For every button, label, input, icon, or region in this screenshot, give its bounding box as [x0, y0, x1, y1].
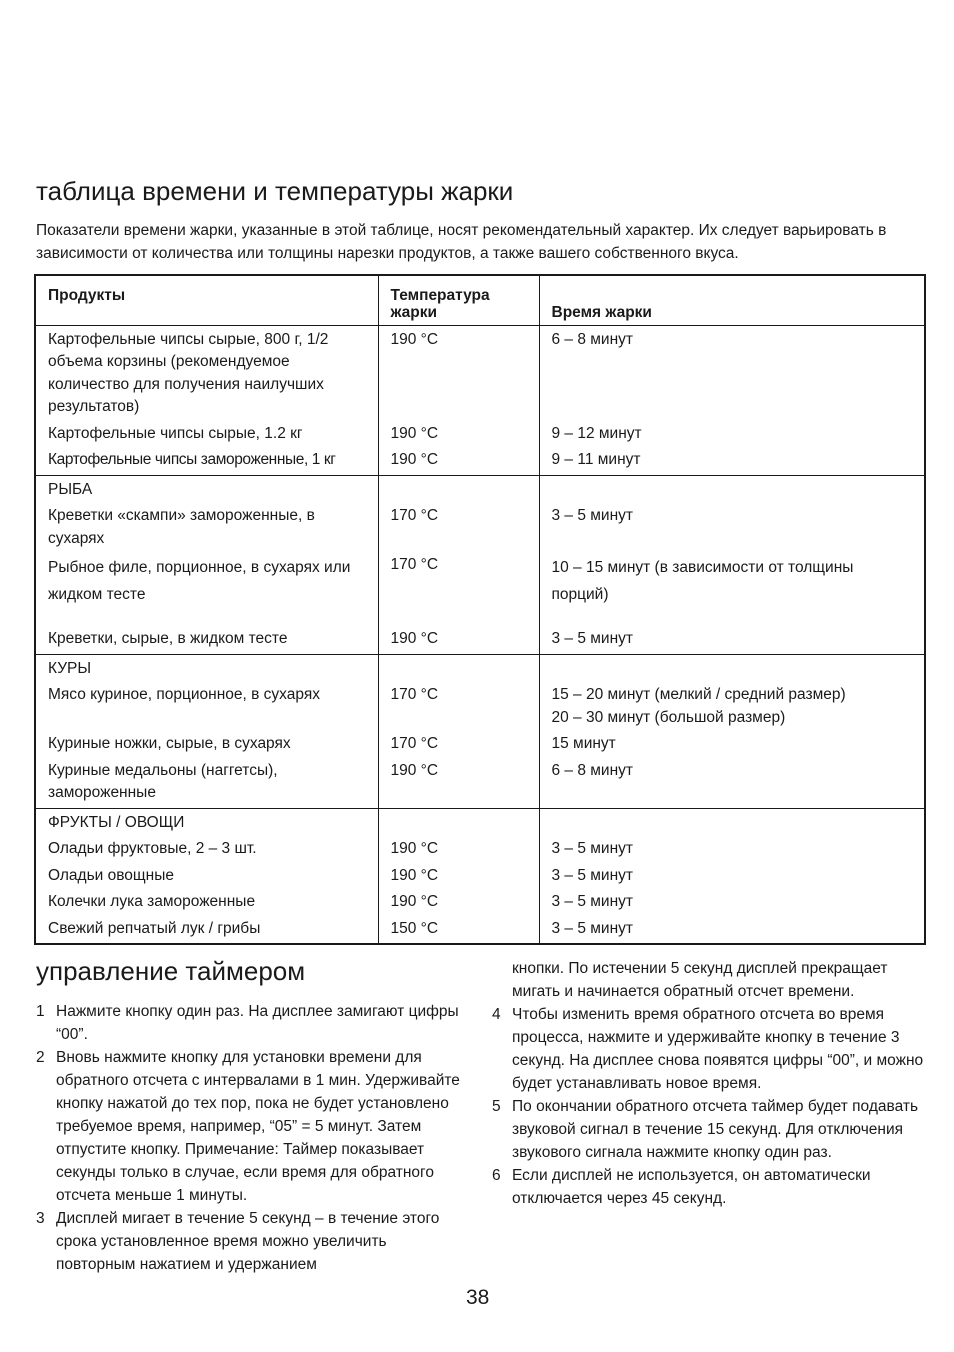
cell-temp: 190 °C: [378, 887, 539, 914]
cell-time-line: 20 – 30 минут (большой размер): [551, 708, 786, 726]
cell-temp: 190 °C: [378, 624, 539, 654]
table-group-fruits-vegetables: [35, 808, 925, 944]
cell-product: Мясо куриное, порционное, в сухарях: [48, 686, 320, 703]
header-product: Продукты: [48, 287, 126, 304]
cell-product: Куриные медальоны (наггетсы), замороженные: [48, 761, 278, 801]
group-label-row: [35, 475, 925, 501]
cell-product: Оладьи овощные: [48, 866, 175, 884]
cell-product: Креветки «скампи» замороженные, в сухарях: [48, 507, 315, 547]
intro-paragraph: Показатели времени жарки, указанные в этой таблице, носят рекомендательный характер. Их следует варьировать в зависимости от количества или толщины нарезки продуктов, а также вашего собственного вкуса.: [36, 222, 887, 262]
table-row: [35, 680, 925, 729]
step-text: Нажмите кнопку один раз. На дисплее замигают цифры “00”.: [56, 1003, 459, 1043]
cell-time: 3 – 5 минут: [539, 861, 925, 888]
cell-temp: 190 °C: [378, 756, 539, 809]
cell-time: 3 – 5 минут: [539, 501, 925, 550]
cell-product: Оладьи фруктовые, 2 – 3 шт.: [48, 840, 257, 857]
cell-time: 3 – 5 минут: [539, 624, 925, 654]
group-label-fruits-vegetables: ФРУКТЫ / ОВОЩИ: [48, 813, 185, 831]
table-row: [35, 624, 925, 654]
cell-temp: 190 °C: [378, 325, 539, 419]
table-row: [35, 550, 925, 624]
cell-time: 3 – 5 минут: [539, 887, 925, 914]
page-title: таблица времени и температуры жарки: [36, 176, 514, 206]
table-row: [35, 325, 925, 419]
timer-step: [36, 1207, 466, 1276]
cell-temp: 190 °C: [378, 834, 539, 861]
cell-product: Рыбное филе, порционное, в сухарях или жидком тесте: [48, 559, 351, 603]
timer-step: [36, 1000, 466, 1046]
cell-temp: 190 °C: [378, 419, 539, 446]
step-text: Если дисплей не используется, он автоматически отключается через 45 секунд.: [512, 1167, 871, 1207]
cell-temp: 150 °C: [378, 914, 539, 945]
step-text: Дисплей мигает в течение 5 секунд – в течение этого срока установленное время можно увеличить повторным нажатием и удержанием: [56, 1210, 440, 1273]
cell-temp: 190 °C: [378, 445, 539, 475]
group-label-row: [35, 654, 925, 680]
table-row: [35, 419, 925, 446]
cell-time: 3 – 5 минут: [539, 914, 925, 945]
cell-product: Свежий репчатый лук / грибы: [48, 919, 261, 937]
cell-time-line: 15 – 20 минут (мелкий / средний размер): [551, 686, 846, 703]
cell-temp: 170 °C: [378, 680, 539, 729]
cell-time: 10 – 15 минут (в зависимости от толщины порций): [539, 550, 925, 624]
step-number: 1: [36, 1003, 45, 1020]
group-label-poultry: КУРЫ: [48, 659, 92, 677]
cell-time: 6 – 8 минут: [539, 756, 925, 809]
timer-step: [492, 1164, 924, 1210]
step-text: Чтобы изменить время обратного отсчета во время процесса, нажмите и удерживайте кнопку в течение 3 секунд. На дисплее снова появятся цифры “00”, и можно будет устанавливать новое время.: [512, 1006, 924, 1092]
cell-time: 15 минут: [539, 729, 925, 756]
cell-temp: 190 °C: [378, 861, 539, 888]
step-number: 5: [492, 1098, 501, 1115]
cell-product: Картофельные чипсы сырые, 800 г, 1/2 объема корзины (рекомендуемое количество для получения наилучших результатов): [48, 330, 329, 415]
timer-steps-left-column: [36, 1000, 466, 1276]
table-header-row: [35, 275, 925, 325]
cell-product: Колечки лука замороженные: [48, 893, 256, 910]
table-row: [35, 445, 925, 475]
table-row: [35, 834, 925, 861]
cell-time: 3 – 5 минут: [539, 834, 925, 861]
frying-table: [34, 274, 926, 945]
cell-time: 9 – 11 минут: [539, 445, 925, 475]
timer-step: [492, 1095, 924, 1164]
cell-product: Куриные ножки, сырые, в сухарях: [48, 735, 291, 752]
step-number: 3: [36, 1210, 45, 1227]
page-number: 38: [466, 1286, 490, 1309]
cell-time: [539, 680, 925, 729]
table-row: [35, 861, 925, 888]
step-text-continued: кнопки. По истечении 5 секунд дисплей прекращает мигать и начинается обратный отсчет времени.: [512, 960, 888, 1000]
step-text: По окончании обратного отсчета таймер будет подавать звуковой сигнал в течение 15 секунд. Для отключения звукового сигнала нажмите кнопку один раз.: [512, 1098, 919, 1161]
cell-temp: 170 °C: [378, 501, 539, 550]
step-text: Вновь нажмите кнопку для установки времени для обратного отсчета с интервалами в 1 мин. Удерживайте кнопку нажатой до тех пор, пока не будет установлено требуемое время, например, “05” = 5 минут. Затем отпустите кнопку. Примечание: Таймер показывает секунды только в случае, если время для обратного отсчета меньше 1 минуты.: [56, 1049, 460, 1204]
table-row: [35, 914, 925, 945]
cell-temp: 170 °C: [378, 550, 539, 624]
step-number: 2: [36, 1049, 45, 1066]
table-group-fish: [35, 475, 925, 654]
cell-product: Картофельные чипсы замороженные, 1 кг: [48, 451, 336, 468]
group-label-row: [35, 808, 925, 834]
table-row: [35, 887, 925, 914]
header-time: Время жарки: [539, 275, 925, 325]
timer-step: [36, 1046, 466, 1207]
timer-step: [492, 1003, 924, 1095]
timer-section-title: управление таймером: [36, 956, 306, 986]
table-row: [35, 501, 925, 550]
cell-time: 9 – 12 минут: [539, 419, 925, 446]
cell-product: Креветки, сырые, в жидком тесте: [48, 630, 288, 647]
cell-time: 6 – 8 минут: [539, 325, 925, 419]
table-row: [35, 756, 925, 809]
group-label-fish: РЫБА: [48, 480, 93, 498]
table-row: [35, 729, 925, 756]
table-group-potatoes: [35, 325, 925, 475]
step-number: 4: [492, 1006, 501, 1023]
table-group-poultry: [35, 654, 925, 808]
timer-steps-right-column: [492, 957, 924, 1210]
step-number: 6: [492, 1167, 501, 1184]
cell-temp: 170 °C: [378, 729, 539, 756]
cell-product: Картофельные чипсы сырые, 1.2 кг: [48, 424, 303, 442]
header-temperature: Температура жарки: [378, 275, 539, 325]
